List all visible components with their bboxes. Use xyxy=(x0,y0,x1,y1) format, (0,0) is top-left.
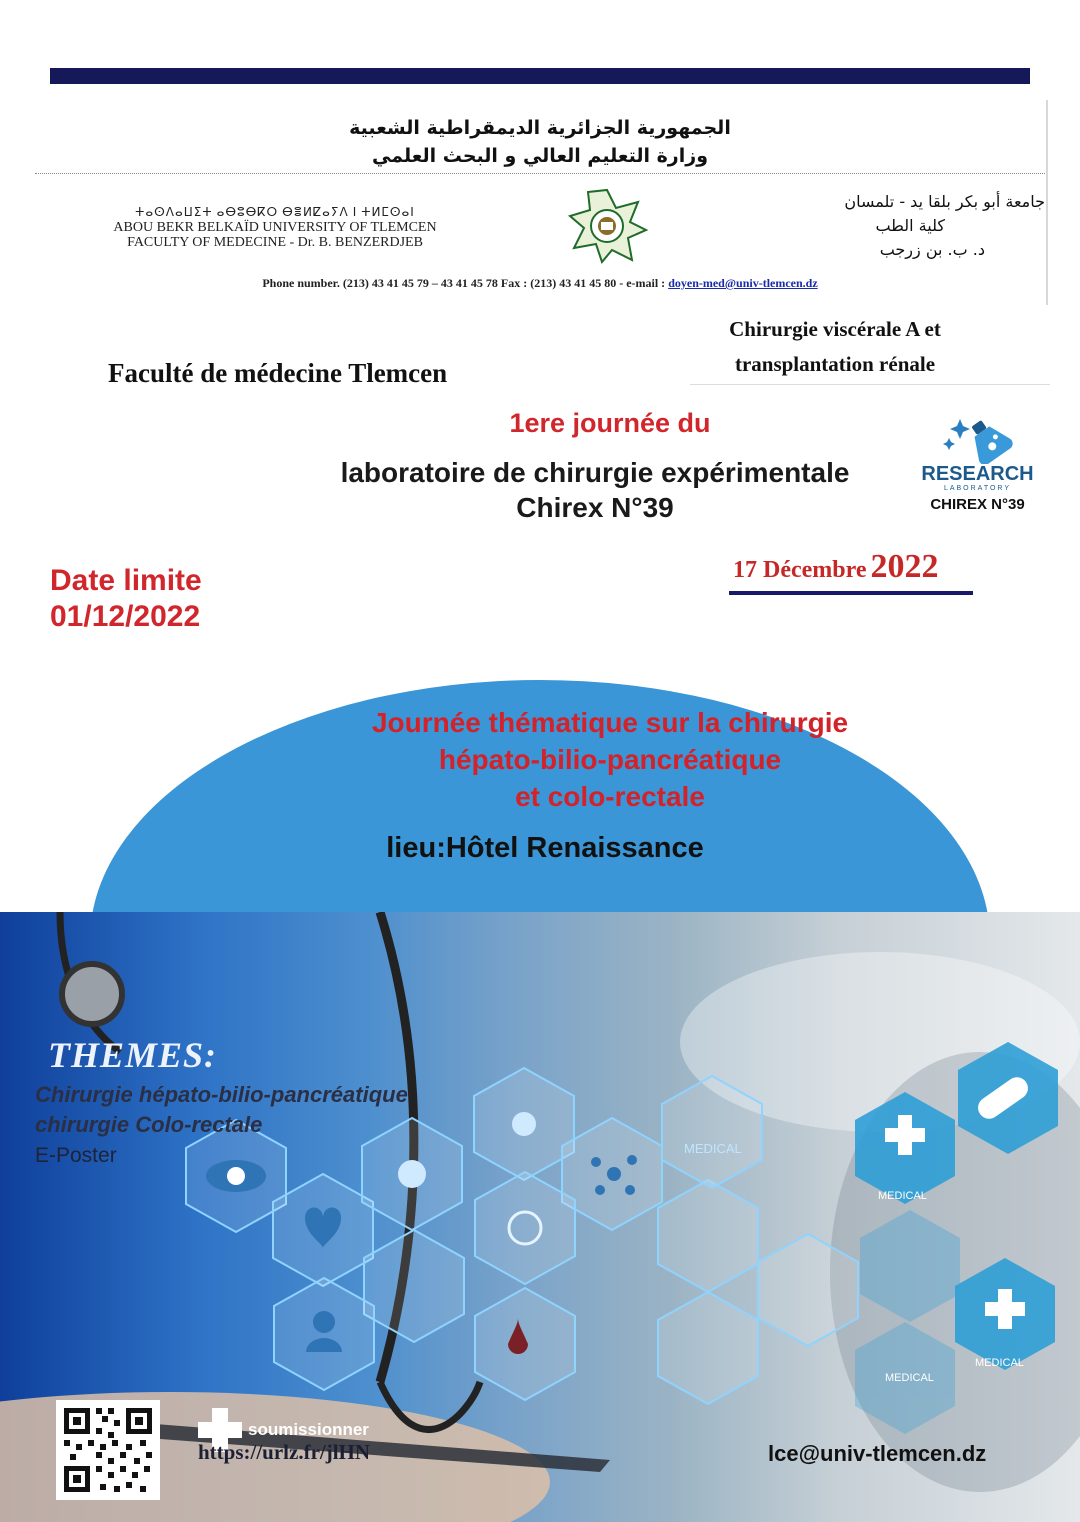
medical-label-1: MEDICAL xyxy=(684,1141,742,1156)
medical-label-4: MEDICAL xyxy=(885,1372,934,1384)
hexagon-icon-grid xyxy=(0,912,1080,1522)
theme-item-2: chirurgie Colo-rectale xyxy=(35,1112,263,1137)
header-divider xyxy=(35,173,1045,174)
faculty-name-ar: كلية الطب xyxy=(875,216,945,235)
dean-name-ar: د. ب. بن زرجب xyxy=(879,240,985,259)
top-banner-bar xyxy=(50,68,1030,84)
lab-title-line-2: Chirex N°39 xyxy=(516,492,674,523)
medical-photo xyxy=(0,912,1080,1522)
university-name-ar: جامعة أبو بكر بلقا يد - تلمسان xyxy=(844,192,1045,211)
event-date-year: 2022 xyxy=(870,548,939,585)
theme-item-1: Chirurgie hépato-bilio-pancréatique xyxy=(35,1082,408,1107)
department-name xyxy=(690,312,980,382)
research-logo-title: RESEARCH xyxy=(921,463,1034,485)
deadline-label: Date limite xyxy=(50,564,202,597)
faculty-name-en: FACULTY OF MEDECINE - Dr. B. BENZERDJEB xyxy=(127,235,423,250)
themes-heading: THEMES: xyxy=(48,1035,218,1075)
date-underline xyxy=(729,591,973,595)
contact-phone-fax: Phone number. (213) 43 41 45 79 – 43 41 45 78 Fax : (213) 43 41 45 80 - e-mail : xyxy=(262,276,669,290)
venue: lieu:Hôtel Renaissance xyxy=(386,832,704,864)
submission-format: E-Poster xyxy=(35,1144,117,1167)
university-emblem xyxy=(566,188,648,264)
qr-code[interactable] xyxy=(56,1400,160,1500)
thematic-title-line-1: Journée thématique sur la chirurgie xyxy=(371,707,849,738)
university-name-tifinagh: ⵜⴰⵙⴷⴰⵡⵉⵜ ⴰⴱⵓⴱⴽⵔ ⴱⴻⵍⵇⴰⵢⴷ ⵏ ⵜⵍⵎⵙⴰⵏ xyxy=(135,205,415,219)
republic-title-ar: الجمهورية الجزائرية الديمقراطية الشعبية xyxy=(349,117,731,139)
event-date xyxy=(733,548,939,586)
thematic-title-line-2: hépato-bilio-pancréatique xyxy=(438,744,782,775)
submit-link[interactable]: https://urlz.fr/jlHN xyxy=(198,1440,371,1464)
department-line-1: Chirurgie viscérale A et xyxy=(729,317,941,341)
submit-label: soumissionner xyxy=(248,1420,369,1439)
event-date-day: 17 Décembre xyxy=(733,557,867,583)
faculty-title: Faculté de médecine Tlemcen xyxy=(108,358,448,388)
ministry-title-ar: وزارة التعليم العالي و البحث العلمي xyxy=(372,145,708,167)
contact-email[interactable]: lce@univ-tlemcen.dz xyxy=(768,1441,987,1466)
department-line-2: transplantation rénale xyxy=(734,352,936,376)
university-name-en: ABOU BEKR BELKAÏD UNIVERSITY OF TLEMCEN xyxy=(113,220,437,235)
research-logo-name: CHIREX N°39 xyxy=(930,496,1025,513)
medical-label-3: MEDICAL xyxy=(975,1357,1024,1369)
university-block-ar xyxy=(700,190,1045,262)
deadline-block xyxy=(50,563,202,635)
edition-title: 1ere journée du xyxy=(509,408,711,438)
deadline-date: 01/12/2022 xyxy=(50,600,201,633)
contact-email-link[interactable]: doyen-med@univ-tlemcen.dz xyxy=(668,276,818,290)
thematic-title xyxy=(320,704,900,815)
flask-icon xyxy=(943,412,1013,464)
research-logo-subtitle: LABORATORY xyxy=(943,485,1012,492)
lab-title xyxy=(285,455,905,525)
university-block-en xyxy=(40,205,510,250)
contact-line xyxy=(0,276,1080,291)
qr-code-pattern xyxy=(56,1400,160,1500)
section-divider xyxy=(690,384,1050,385)
research-lab-logo xyxy=(915,412,1040,530)
thematic-title-line-3: et colo-rectale xyxy=(515,781,705,812)
medical-label-2: MEDICAL xyxy=(878,1190,927,1202)
lab-title-line-1: laboratoire de chirurgie expérimentale xyxy=(340,457,850,488)
